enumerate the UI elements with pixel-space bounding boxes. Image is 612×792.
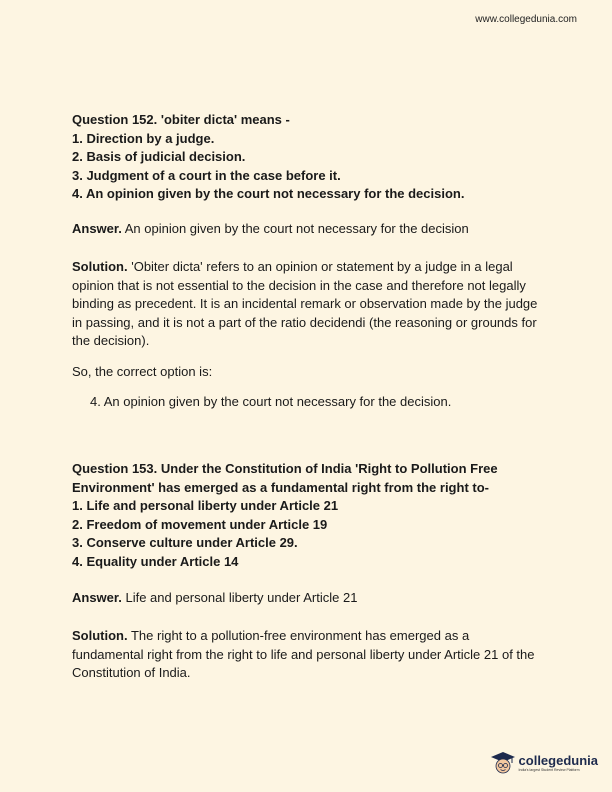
question-152-option-3: 3. Judgment of a court in the case before it. [72,167,341,183]
question-153-title: Question 153. Under the Constitution of India 'Right to Pollution Free Environment' has emerged as a fundamental right from the right to- [72,461,498,495]
question-152-option-2: 2. Basis of judicial decision. [72,149,246,164]
correct-option-intro: So, the correct option is: [72,364,213,379]
logo-text-group [519,754,598,773]
solution-152 [72,258,542,351]
logo-tagline: India's largest Student Review Platform [518,767,580,772]
question-152 [72,111,542,204]
question-153-option-2: 2. Freedom of movement under Article 19 [72,516,328,532]
answer-153 [72,589,542,608]
answer-label: Answer. [72,590,122,605]
question-152-option-4: 4. An opinion given by the court not necessary for the decision. [72,186,465,201]
correct-option-item: 4. An opinion given by the court not necessary for the decision. [90,394,452,409]
solution-label: Solution. [72,628,128,643]
solution-153 [72,627,542,683]
question-153-option-4: 4. Equality under Article 14 [72,553,239,569]
question-153-option-3: 3. Conserve culture under Article 29. [72,535,298,550]
solution-label: Solution. [72,259,128,274]
answer-152 [72,220,542,239]
question-152-title: Question 152. 'obiter dicta' means - [72,112,290,127]
solution-text: The right to a pollution-free environment has emerged as a fundamental right from the right to life and personal liberty under Article 21 of the Constitution of India. [72,628,535,680]
question-152-option-1: 1. Direction by a judge. [72,130,215,146]
logo-name: collegedunia [518,752,598,768]
student-mascot-icon [490,750,516,776]
site-url[interactable]: www.collegedunia.com [475,14,577,25]
collegedunia-logo[interactable] [490,750,598,776]
question-153-option-1: 1. Life and personal liberty under Article 21 [72,498,339,513]
answer-text: Life and personal liberty under Article 21 [121,590,358,605]
solution-text: 'Obiter dicta' refers to an opinion or statement by a judge in a legal opinion that is not essential to the decision in the case and therefore not legally binding as precedent. It is an incidental remark or observation made by the judge in passing, and it is not a part of the ratio decidendi (the reasoning or grounds for the decision). [72,259,538,348]
question-153 [72,460,542,571]
answer-text: An opinion given by the court not necessary for the decision [121,221,469,236]
answer-label: Answer. [72,221,122,236]
